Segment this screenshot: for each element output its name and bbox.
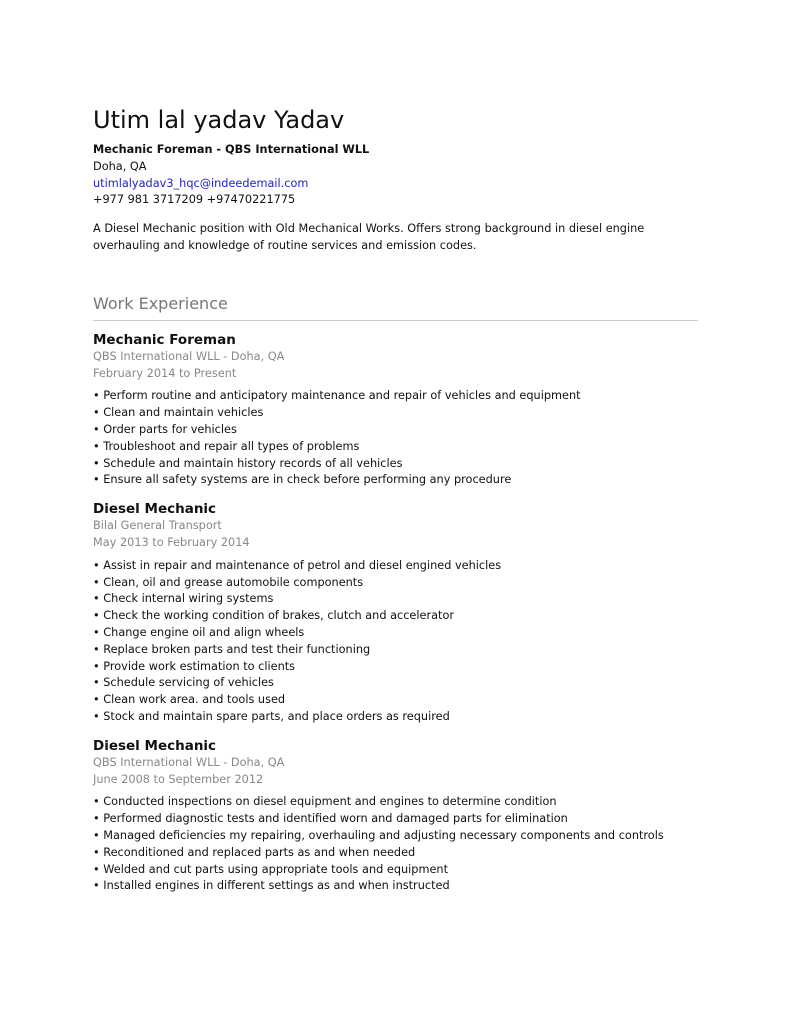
job-bullets [93,388,698,489]
list-item: • Clean work area. and tools used [93,692,698,709]
job-entry [93,737,698,895]
summary: A Diesel Mechanic position with Old Mechanical Works. Offers strong background in diesel engine overhauling and knowledge of routine services and emission codes. [93,222,645,252]
headline: Mechanic Foreman - QBS International WLL [93,143,370,156]
job-dates: February 2014 to Present [93,366,237,380]
list-item: • Change engine oil and align wheels [93,625,698,642]
job-company: QBS International WLL - Doha, QA [93,349,285,363]
section-title-work-experience: Work Experience [93,294,698,321]
list-item: • Perform routine and anticipatory maintenance and repair of vehicles and equipment [93,388,698,405]
job-entry [93,331,698,489]
email-link[interactable]: utimlalyadav3_hqc@indeedemail.com [93,176,309,190]
job-title: Mechanic Foreman [93,331,236,348]
list-item: • Performed diagnostic tests and identified worn and damaged parts for elimination [93,811,698,828]
list-item: • Schedule and maintain history records of all vehicles [93,456,698,473]
list-item: • Managed deficiencies my repairing, overhauling and adjusting necessary components and controls [93,828,698,845]
job-dates: June 2008 to September 2012 [93,772,264,786]
list-item: • Schedule servicing of vehicles [93,675,698,692]
resume-content [93,104,698,895]
list-item: • Welded and cut parts using appropriate tools and equipment [93,862,698,879]
job-title: Diesel Mechanic [93,737,217,754]
job-bullets [93,558,698,726]
phone: +977 981 3717209 +97470221775 [93,193,296,207]
list-item: • Troubleshoot and repair all types of problems [93,439,698,456]
list-item: • Check the working condition of brakes, clutch and accelerator [93,608,698,625]
candidate-name: Utim lal yadav Yadav [93,106,345,134]
job-company: Bilal General Transport [93,519,222,533]
job-title: Diesel Mechanic [93,501,217,518]
list-item: • Assist in repair and maintenance of petrol and diesel engined vehicles [93,558,698,575]
job-bullets [93,794,698,895]
jobs-list [93,331,698,895]
list-item: • Check internal wiring systems [93,591,698,608]
job-dates: May 2013 to February 2014 [93,535,250,549]
list-item: • Provide work estimation to clients [93,659,698,676]
list-item: • Reconditioned and replaced parts as and when needed [93,845,698,862]
job-company: QBS International WLL - Doha, QA [93,755,285,769]
location: Doha, QA [93,159,147,173]
job-entry [93,500,698,726]
list-item: • Conducted inspections on diesel equipment and engines to determine condition [93,794,698,811]
list-item: • Replace broken parts and test their functioning [93,642,698,659]
list-item: • Ensure all safety systems are in check before performing any procedure [93,472,698,489]
list-item: • Order parts for vehicles [93,422,698,439]
list-item: • Clean, oil and grease automobile components [93,575,698,592]
list-item: • Clean and maintain vehicles [93,405,698,422]
list-item: • Installed engines in different settings as and when instructed [93,878,698,895]
list-item: • Stock and maintain spare parts, and place orders as required [93,709,698,726]
